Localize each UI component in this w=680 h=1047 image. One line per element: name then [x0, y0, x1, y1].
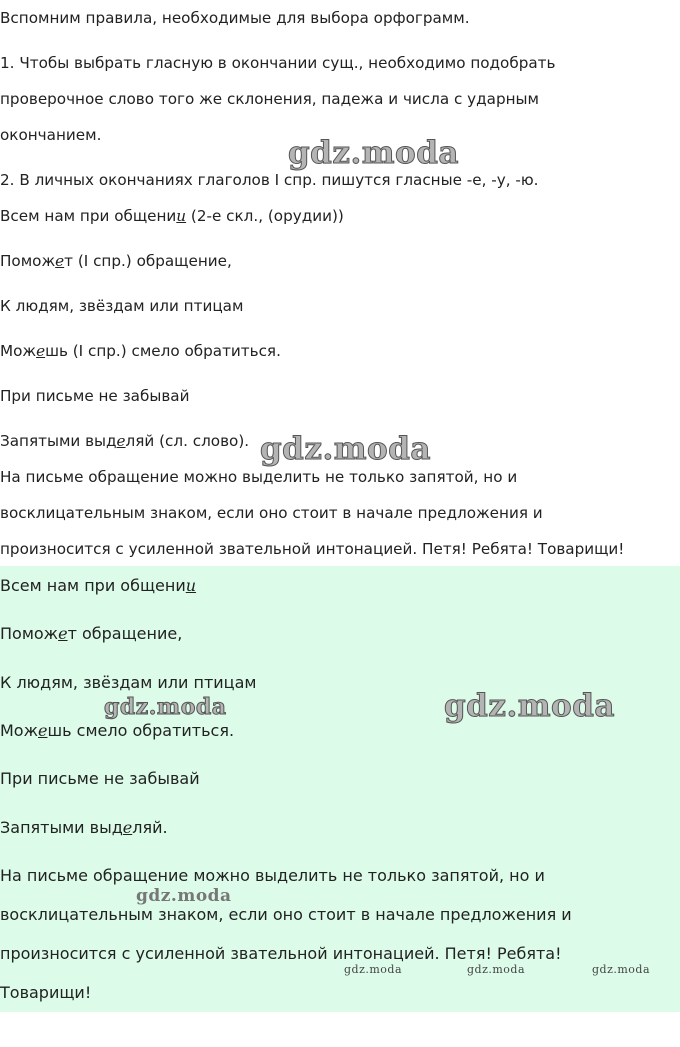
poem-line-1	[0, 206, 344, 226]
text: Запятыми выд	[0, 818, 123, 837]
watermark-logo: gdz.moda	[260, 431, 431, 467]
intro-line: Вспомним правила, необходимые для выбора орфограмм.	[0, 9, 470, 27]
answer-line-4	[0, 720, 234, 742]
text: Запятыми выд	[0, 432, 117, 450]
text: ляй.	[132, 818, 168, 837]
answer-line-3: К людям, звёздам или птицам	[0, 673, 257, 692]
poem-line-3: К людям, звёздам или птицам	[0, 297, 244, 315]
poem-line-2	[0, 251, 232, 271]
highlighted-vowel: е	[116, 432, 126, 450]
poem-line-4	[0, 341, 281, 361]
answer-rule-line: восклицательным знаком, если оно стоит в начале предложения и	[0, 905, 572, 924]
text: шь смело обратиться.	[47, 721, 235, 740]
answer-rule-line: Товарищи!	[0, 983, 92, 1002]
text: Мож	[0, 721, 39, 740]
text: Помож	[0, 624, 59, 643]
watermark-logo: gdz.moda	[592, 963, 651, 976]
watermark-logo: gdz.moda	[136, 886, 232, 906]
highlighted-vowel: е	[55, 252, 65, 270]
poem-line-6	[0, 431, 249, 451]
rule-noun-line: проверочное слово того же склонения, падежа и числа с ударным	[0, 90, 539, 108]
answer-section	[0, 566, 680, 1012]
watermark-logo: gdz.moda	[288, 135, 459, 171]
text: т обращение,	[67, 624, 183, 643]
rule-noun-line: 1. Чтобы выбрать гласную в окончании сущ., необходимо подобрать	[0, 54, 556, 72]
rule-verb-line: 2. В личных окончаниях глаголов I спр. пишутся гласные -е, -у, -ю.	[0, 171, 539, 189]
highlighted-vowel: е	[36, 342, 46, 360]
rule-line: произносится с усиленной звательной интонацией. Петя! Ребята! Товарищи!	[0, 540, 625, 558]
highlighted-vowel: и	[176, 207, 187, 225]
rule-line: восклицательным знаком, если оно стоит в начале предложения и	[0, 504, 543, 522]
poem-line-5: При письме не забывай	[0, 387, 190, 405]
highlighted-vowel: и	[185, 576, 197, 595]
text: шь (I спр.) смело обратиться.	[45, 342, 281, 360]
answer-rule-line: На письме обращение можно выделить не только запятой, но и	[0, 866, 545, 885]
text: Мож	[0, 342, 37, 360]
watermark-logo: gdz.moda	[444, 688, 615, 724]
text: т (I спр.) обращение,	[64, 252, 232, 270]
answer-line-2	[0, 623, 182, 645]
highlighted-vowel: е	[122, 818, 133, 837]
watermark-logo: gdz.moda	[344, 963, 403, 976]
text: (2-е скл., (орудии))	[186, 207, 344, 225]
highlighted-vowel: е	[38, 721, 48, 740]
watermark-logo: gdz.moda	[104, 694, 227, 720]
rule-line: На письме обращение можно выделить не только запятой, но и	[0, 468, 518, 486]
answer-line-6	[0, 817, 168, 839]
text: Всем нам при общени	[0, 576, 186, 595]
answer-line-5: При письме не забывай	[0, 769, 200, 788]
text: ляй (сл. слово).	[125, 432, 250, 450]
rule-noun-line: окончанием.	[0, 126, 102, 144]
watermark-logo: gdz.moda	[467, 963, 526, 976]
text: Всем нам при общени	[0, 207, 177, 225]
text: Помож	[0, 252, 56, 270]
answer-rule-line: произносится с усиленной звательной интонацией. Петя! Ребята!	[0, 944, 562, 963]
answer-line-1	[0, 575, 196, 597]
highlighted-vowel: е	[58, 624, 68, 643]
